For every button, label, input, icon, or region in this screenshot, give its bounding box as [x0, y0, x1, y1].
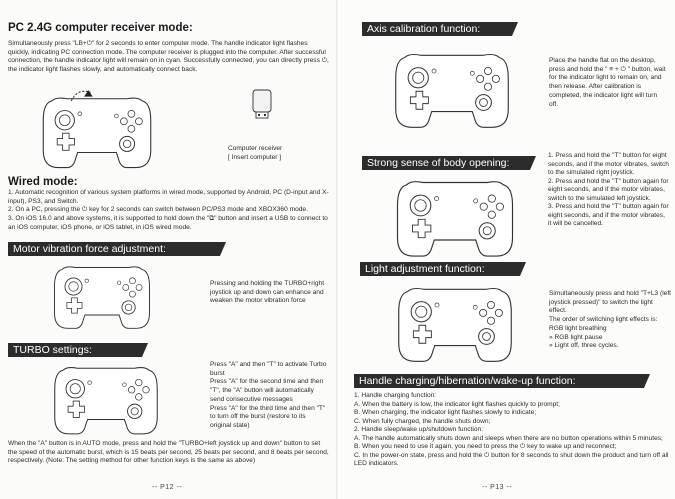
controller-illustration-vibration [12, 258, 192, 334]
right-page [338, 0, 675, 499]
charging-line-4: C. When fully charged, the handle shuts down; [354, 417, 491, 425]
charging-line-1: 1. Handle charging function: [354, 392, 437, 399]
controller-illustration-body [360, 171, 550, 263]
usb-receiver-icon [250, 88, 274, 120]
body-title: Strong sense of body opening: [362, 156, 530, 170]
receiver-caption-line2: [ Insert computer ] [228, 153, 282, 161]
charging-line-5: 2. Handle sleep/wake up/shutdown function: [354, 426, 484, 433]
page-number-left: -- P12 -- [152, 484, 183, 491]
vibration-text: Pressing and holding the TURBO+right joystick up and down can enhance and weaken the motor vibration force [210, 280, 325, 305]
body-item-1: 1. Press and hold the "T" button for eight seconds, and if the motor vibrates, switch to the simulated right joystick. [548, 152, 669, 176]
wired-mode-title: Wired mode: [8, 176, 78, 188]
charging-line-3: B. When charging, the indicator light flashes slowly to indicate; [354, 409, 537, 416]
light-text: Simultaneously press and hold "T+L3 (left joystick pressed)" to switch the light effect. The order of switching light effects is: RGB light breathing » RGB light pause » Light off, three cycles. [549, 290, 672, 350]
page-number-right: -- P13 -- [482, 484, 513, 491]
light-title: Light adjustment function: [360, 262, 520, 276]
body-item-3: 3. Press and hold the "T" button again for eight seconds, and if the motor vibrates, it will be cancelled. [548, 203, 669, 227]
controller-illustration-turbo [10, 358, 202, 440]
vibration-title: Motor vibration force adjustment: [8, 242, 220, 256]
body-list [548, 152, 670, 229]
charging-line-7: B. When you need to use it again, you need to press the ⏻ key to wake up and reconnect; [354, 443, 617, 450]
axis-title: Axis calibration function: [362, 22, 512, 36]
axis-text: Place the handle flat on the desktop, press and hold the " ≡ + ⏻ " button, wait for the indicator light to remain on, and then release. After calibration is completed, the indicator light will turn off. [549, 57, 666, 108]
wired-item-1: 1. Automatic recognition of various system platforms in wired mode, supported by Android, PC (D-input and X-input), PS3, and Switch. [8, 189, 329, 205]
pc-mode-title: PC 2.4G computer receiver mode: [8, 22, 193, 34]
turbo-footer: When the "A" button is in AUTO mode, press and hold the "TURBO+left joystick up and down" button to set the speed of the automatic burst, which is 15 beats per second, 25 beats per second, and 8 beats per second, respectively. (Note: The setting method for other function keys is the same as above) [8, 440, 329, 465]
turbo-title: TURBO settings: [8, 343, 142, 357]
controller-illustration-pc [12, 88, 182, 174]
charging-list [354, 392, 670, 469]
charging-line-6: A. The handle automatically shuts down and sleeps when there are no button operations within 5 minutes; [354, 434, 663, 442]
pc-mode-text: Simultaneously press "LB+⏻" for 2 seconds to enter computer mode. The handle indicator light flashes quickly, indicating PC connection mode. The computer receiver is plugged into the computer. After successful connection, the handle indicator light will remain on in cyan. Successfully connected, you can directly press ⏻, the indicator light flashes slowly, and automatically connect back. [8, 40, 329, 74]
wired-mode-list [8, 189, 330, 233]
receiver-caption-line1: Computer receiver [228, 145, 283, 152]
body-item-2: 2. Press and hold the "T" button again for eight seconds, and if the motor vibrates, switch to the simulated left joystick. [548, 177, 669, 202]
turbo-text: Press "A" and then "T" to activate Turbo burst Press "A" for the second time and then "T", the "A" button will automatically send consecutive messages Press "A" for the third time and then "T" to turn off the burst (restore to its original state) [210, 361, 327, 429]
controller-illustration-light [360, 278, 550, 368]
wired-item-3: 3. On iOS 16.0 and above systems, it is supported to hold down the "⧉" button and insert a USB to connect to an iOS computer, iOS phone, or iOS tablet, in iOS wired mode. [8, 215, 328, 231]
charging-line-8: C. In the power-on state, press and hold the ⏻ button for 8 seconds to shut down the product and turn off all LED indicators. [354, 451, 669, 467]
controller-illustration-axis [362, 44, 542, 134]
receiver-caption [228, 145, 328, 162]
wired-item-2: 2. On a PC, pressing the ⏻ key for 2 seconds can switch between PC/PS3 mode and XBOX360 mode. [8, 206, 308, 214]
charging-title: Handle charging/hibernation/wake-up function: [354, 374, 644, 388]
charging-line-2: A. When the battery is low, the indicator light flashes quickly to prompt; [354, 400, 560, 408]
